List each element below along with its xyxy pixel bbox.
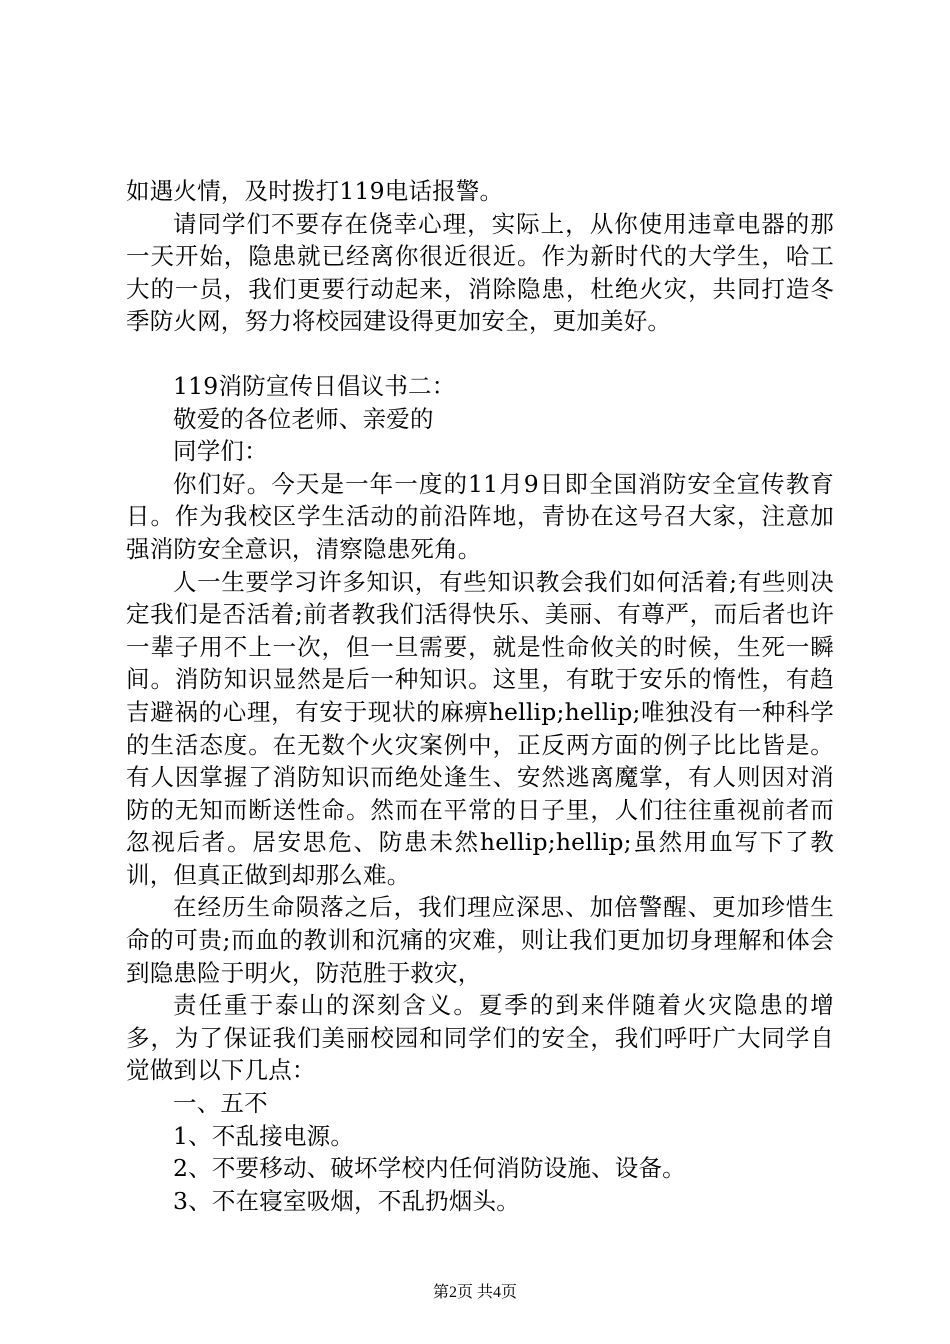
list-item: 3、不在寝室吸烟，不乱扔烟头。: [173, 1186, 520, 1215]
paragraph-responsibility: 责任重于泰山的深刻含义。夏季的到来伴随着火灾隐患的增多，为了保证我们美丽校园和同学们的安全，我们呼吁广大同学自觉做到以下几点：: [126, 991, 834, 1085]
paragraph-knowledge: 人一生要学习许多知识，有些知识教会我们如何活着;有些则决定我们是否活着;前者教我们活得快乐、美丽、有尊严，而后者也许一辈子用不上一次，但一旦需要，就是性命攸关的时候，生死一瞬间。消防知识显然是后一种知识。这里，有耽于安乐的惰性，有趋吉避祸的心理，有安于现状的麻痹hellip;hellip;唯独没有一种科学的生活态度。在无数个火灾案例中，正反两方面的例子比比皆是。有人因掌握了消防知识而绝处逢生、安然逃离魔掌，有人则因对消防的无知而断送性命。然而在平常的日子里，人们往往重视前者而忽视后者。居安思危、防患未然hellip;hellip;虽然用血写下了教训，但真正做到却那么难。: [126, 567, 834, 889]
salutation-line-1: 敬爱的各位老师、亲爱的: [173, 404, 434, 433]
document-body: [126, 175, 834, 1217]
paragraph-lessons: 在经历生命陨落之后，我们理应深思、加倍警醒、更加珍惜生命的可贵;而血的教训和沉痛的灾难，则让我们更加切身理解和体会到隐患险于明火，防范胜于救灾，: [126, 893, 834, 987]
salutation-line-2: 同学们：: [173, 437, 268, 466]
list-item: 2、不要移动、破坏学校内任何消防设施、设备。: [173, 1154, 686, 1183]
page-number: 第2页 共4页: [432, 1284, 517, 1301]
section-gap: [126, 338, 834, 370]
list-item: 1、不乱接电源。: [173, 1121, 355, 1150]
paragraph-greeting: 你们好。今天是一年一度的11月9日即全国消防安全宣传教育日。作为我校区学生活动的前沿阵地，青协在这号召大家，注意加强消防安全意识，清察隐患死角。: [126, 469, 834, 563]
paragraph-fire-alarm: 如遇火情，及时拨打119电话报警。: [126, 177, 504, 205]
paragraph-safety-appeal: 请同学们不要存在侥幸心理，实际上，从你使用违章电器的那一天开始，隐患就已经离你很近很近。作为新时代的大学生，哈工大的一员，我们更要行动起来，消除隐患，杜绝火灾，共同打造冬季防火网，努力将校园建设得更加安全，更加美好。: [126, 209, 834, 336]
list-heading: 一、五不: [173, 1089, 268, 1118]
section-heading: 119消防宣传日倡议书二：: [173, 371, 456, 400]
